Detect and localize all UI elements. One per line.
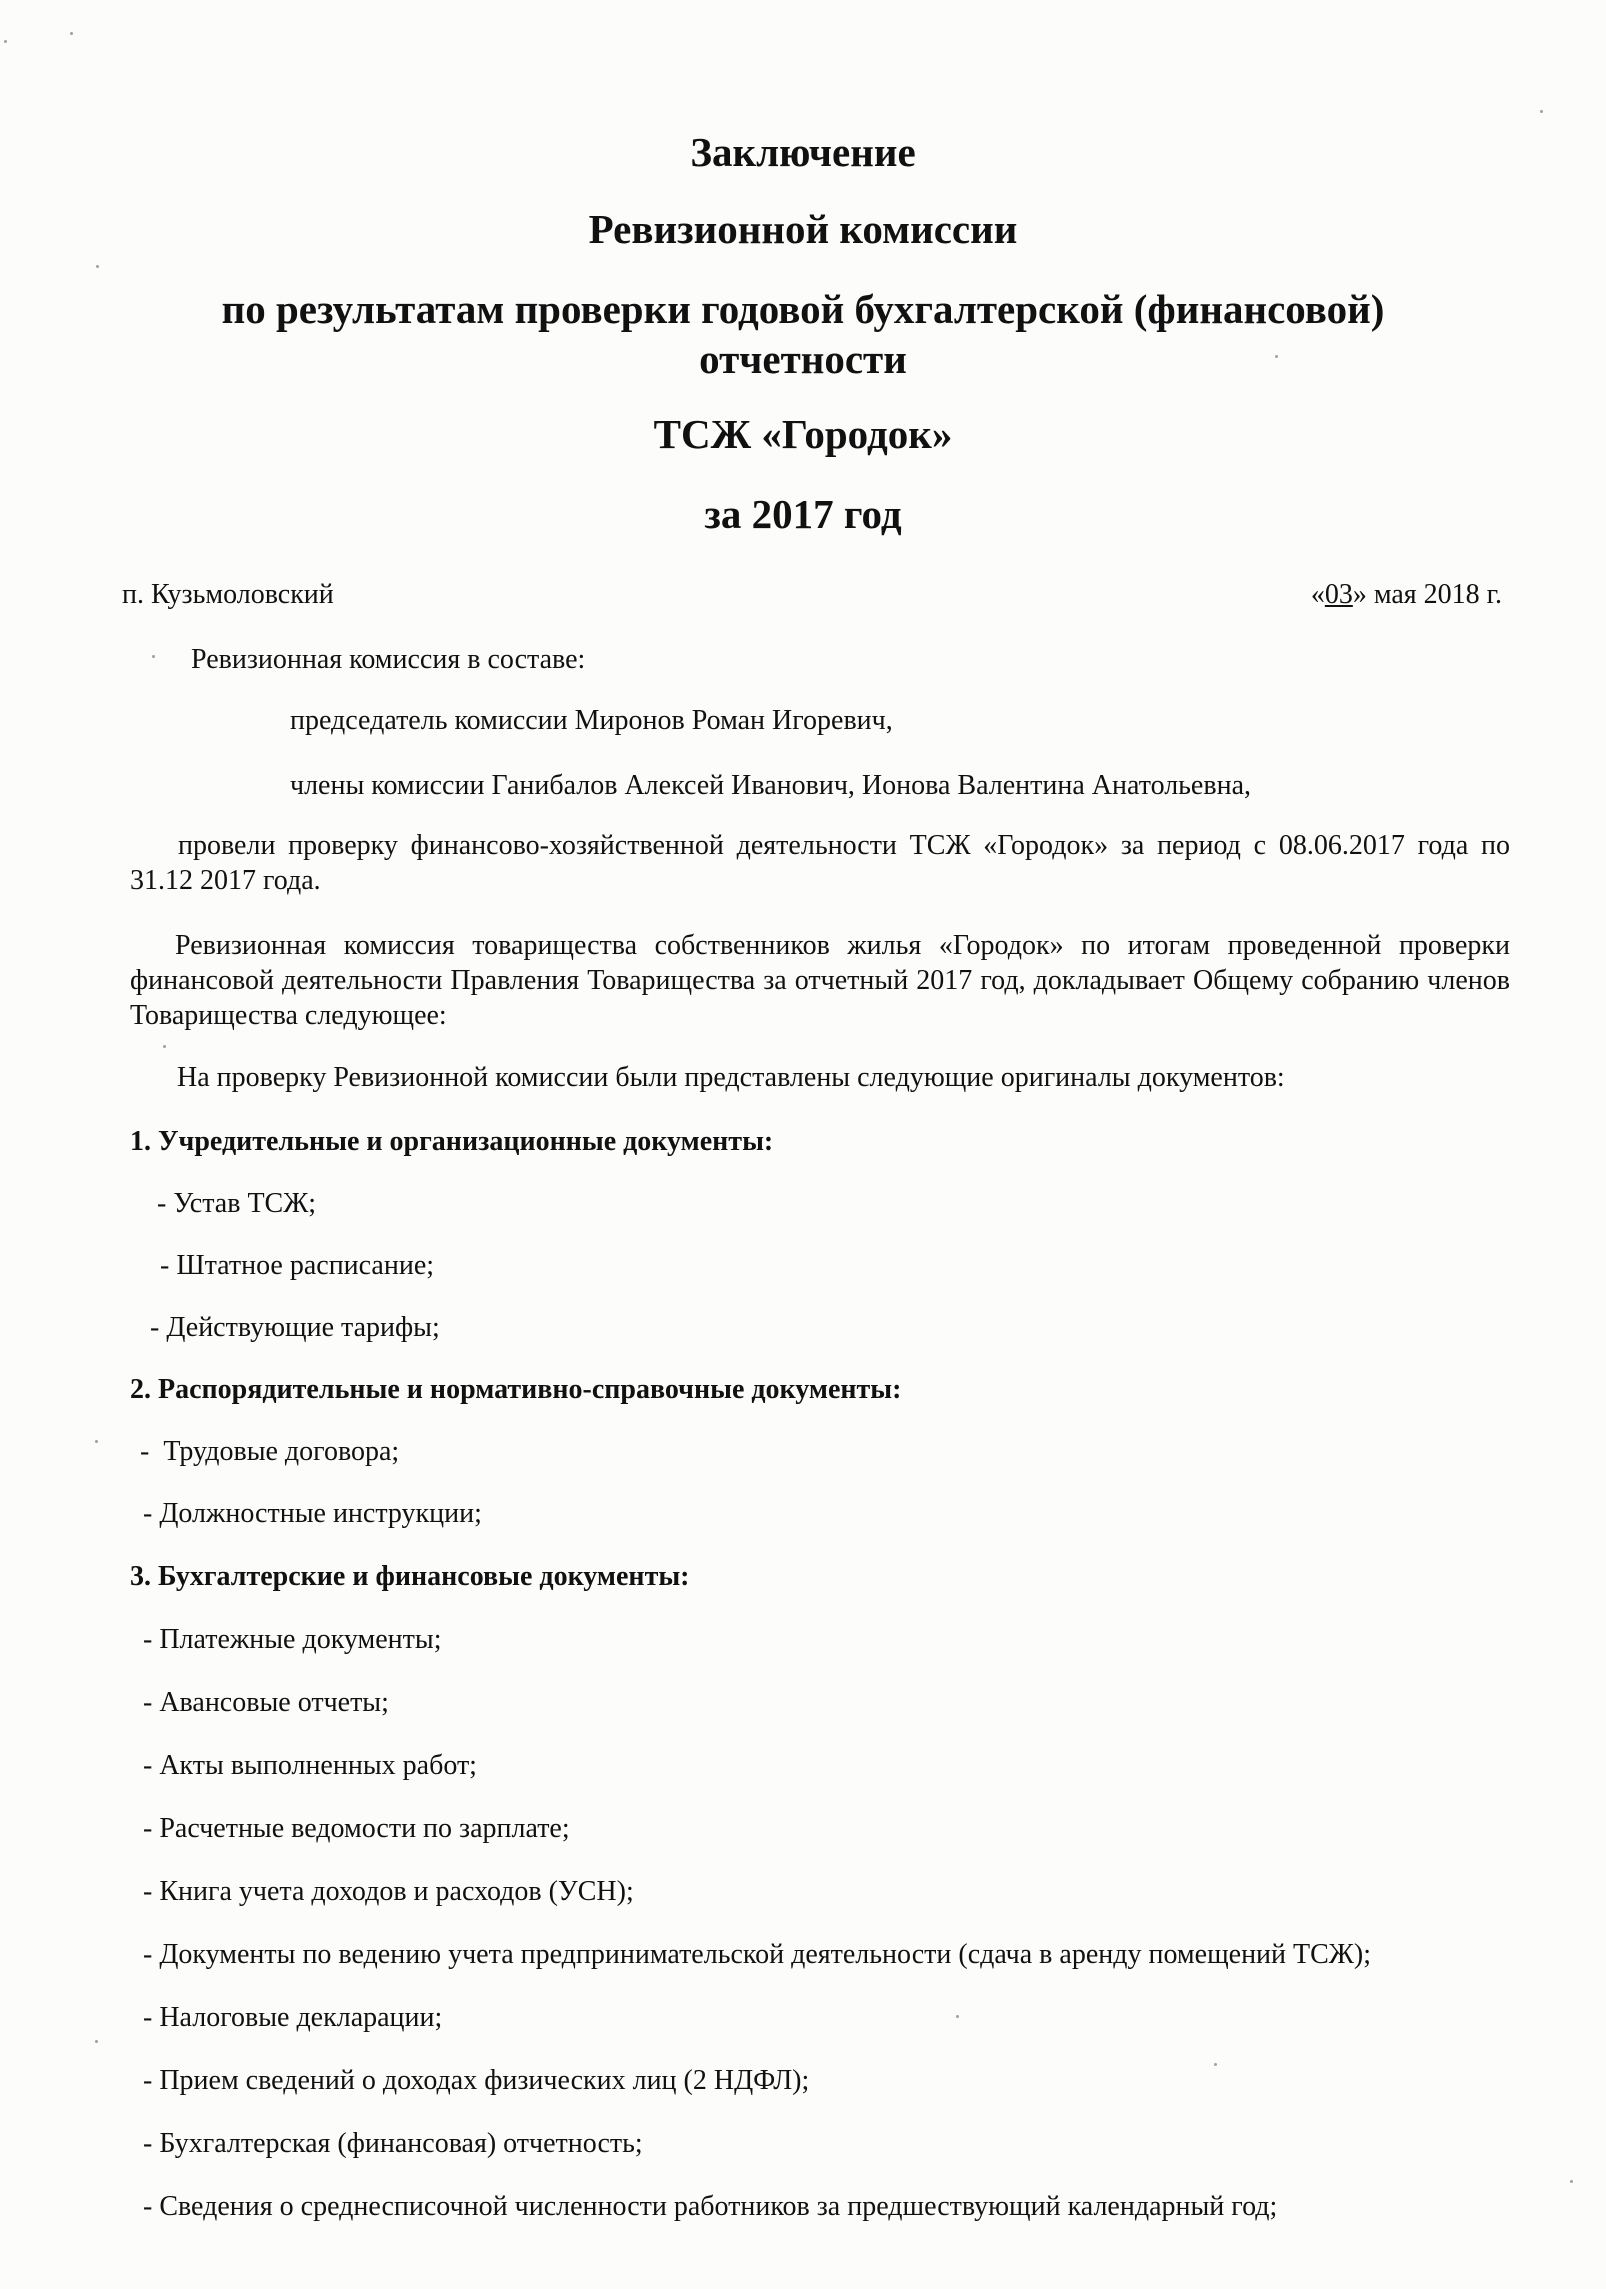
doc-title-line-3: по результатам проверки годовой бухгалтерской (финансовой) bbox=[221, 286, 1385, 332]
list-item: - Авансовые отчеты; bbox=[143, 1687, 389, 1718]
list-item: - Действующие тарифы; bbox=[150, 1312, 440, 1343]
list-item: - Документы по ведению учета предпринимательской деятельности (сдача в аренду помещений ТСЖ); bbox=[143, 1939, 1371, 1970]
doc-title-line-1: Заключение bbox=[690, 129, 916, 175]
list-item: - Устав ТСЖ; bbox=[157, 1188, 317, 1219]
date-text bbox=[1311, 578, 1502, 612]
scan-speck bbox=[1214, 2063, 1217, 2066]
list-item: - Налоговые декларации; bbox=[143, 2002, 443, 2033]
doc-title-line-6: за 2017 год bbox=[704, 491, 902, 537]
list-item: - Сведения о среднесписочной численности работников за предшествующий календарный год; bbox=[143, 2191, 1278, 2222]
doc-title-line-4: отчетности bbox=[699, 336, 907, 382]
scan-speck bbox=[1540, 110, 1543, 113]
scan-speck bbox=[96, 265, 99, 268]
list-item: - Акты выполненных работ; bbox=[143, 1750, 477, 1781]
scan-speck bbox=[70, 32, 73, 35]
scan-speck bbox=[1275, 355, 1278, 358]
paragraph-report: Ревизионная комиссия товарищества собственников жилья «Городок» по итогам проведенной проверки финансовой деятельности Правления Товарищества за отчетный 2017 год, докладывает Общему собранию членов Товарищества следующее: bbox=[130, 930, 1510, 1031]
list-item: - Должностные инструкции; bbox=[143, 1498, 482, 1529]
doc-title-line-5: ТСЖ «Городок» bbox=[653, 411, 953, 457]
section-3-heading: 3. Бухгалтерские и финансовые документы: bbox=[130, 1561, 690, 1592]
list-item: - Бухгалтерская (финансовая) отчетность; bbox=[143, 2128, 643, 2159]
scan-speck bbox=[95, 2040, 98, 2043]
list-item: - Книга учета доходов и расходов (УСН); bbox=[143, 1876, 634, 1907]
list-item: - Прием сведений о доходах физических лиц (2 НДФЛ); bbox=[143, 2065, 810, 2096]
scan-speck bbox=[4, 40, 7, 43]
doc-title-line-2: Ревизионной комиссии bbox=[588, 206, 1018, 252]
scan-speck bbox=[956, 2015, 959, 2018]
commission-chair: председатель комиссии Миронов Роман Игоревич, bbox=[290, 705, 893, 736]
commission-members: члены комиссии Ганибалов Алексей Иванович, Ионова Валентина Анатольевна, bbox=[290, 770, 1251, 801]
scan-speck bbox=[95, 1440, 98, 1443]
place-text: п. Кузьмоловский bbox=[122, 579, 334, 610]
section-2-heading: 2. Распорядительные и нормативно-справочные документы: bbox=[130, 1374, 902, 1405]
paragraph-period: провели проверку финансово-хозяйственной деятельности ТСЖ «Городок» за период с 08.06.2017 года по 31.12 2017 года. bbox=[130, 830, 1510, 896]
list-item: - Штатное расписание; bbox=[160, 1250, 435, 1281]
paragraph-documents-intro: На проверку Ревизионной комиссии были представлены следующие оригиналы документов: bbox=[177, 1062, 1285, 1093]
list-item: - Расчетные ведомости по зарплате; bbox=[143, 1813, 570, 1844]
list-item: - Трудовые договора; bbox=[140, 1436, 400, 1467]
scan-speck bbox=[152, 655, 155, 658]
scan-speck bbox=[163, 1045, 166, 1048]
scan-speck bbox=[1570, 2180, 1573, 2183]
date-open-quote: « bbox=[1310, 579, 1325, 610]
section-1-heading: 1. Учредительные и организационные документы: bbox=[130, 1126, 774, 1157]
date-day: 03 bbox=[1324, 579, 1353, 610]
list-item: - Платежные документы; bbox=[143, 1624, 442, 1655]
date-rest: » мая 2018 г. bbox=[1352, 579, 1502, 610]
commission-intro: Ревизионная комиссия в составе: bbox=[191, 644, 586, 675]
